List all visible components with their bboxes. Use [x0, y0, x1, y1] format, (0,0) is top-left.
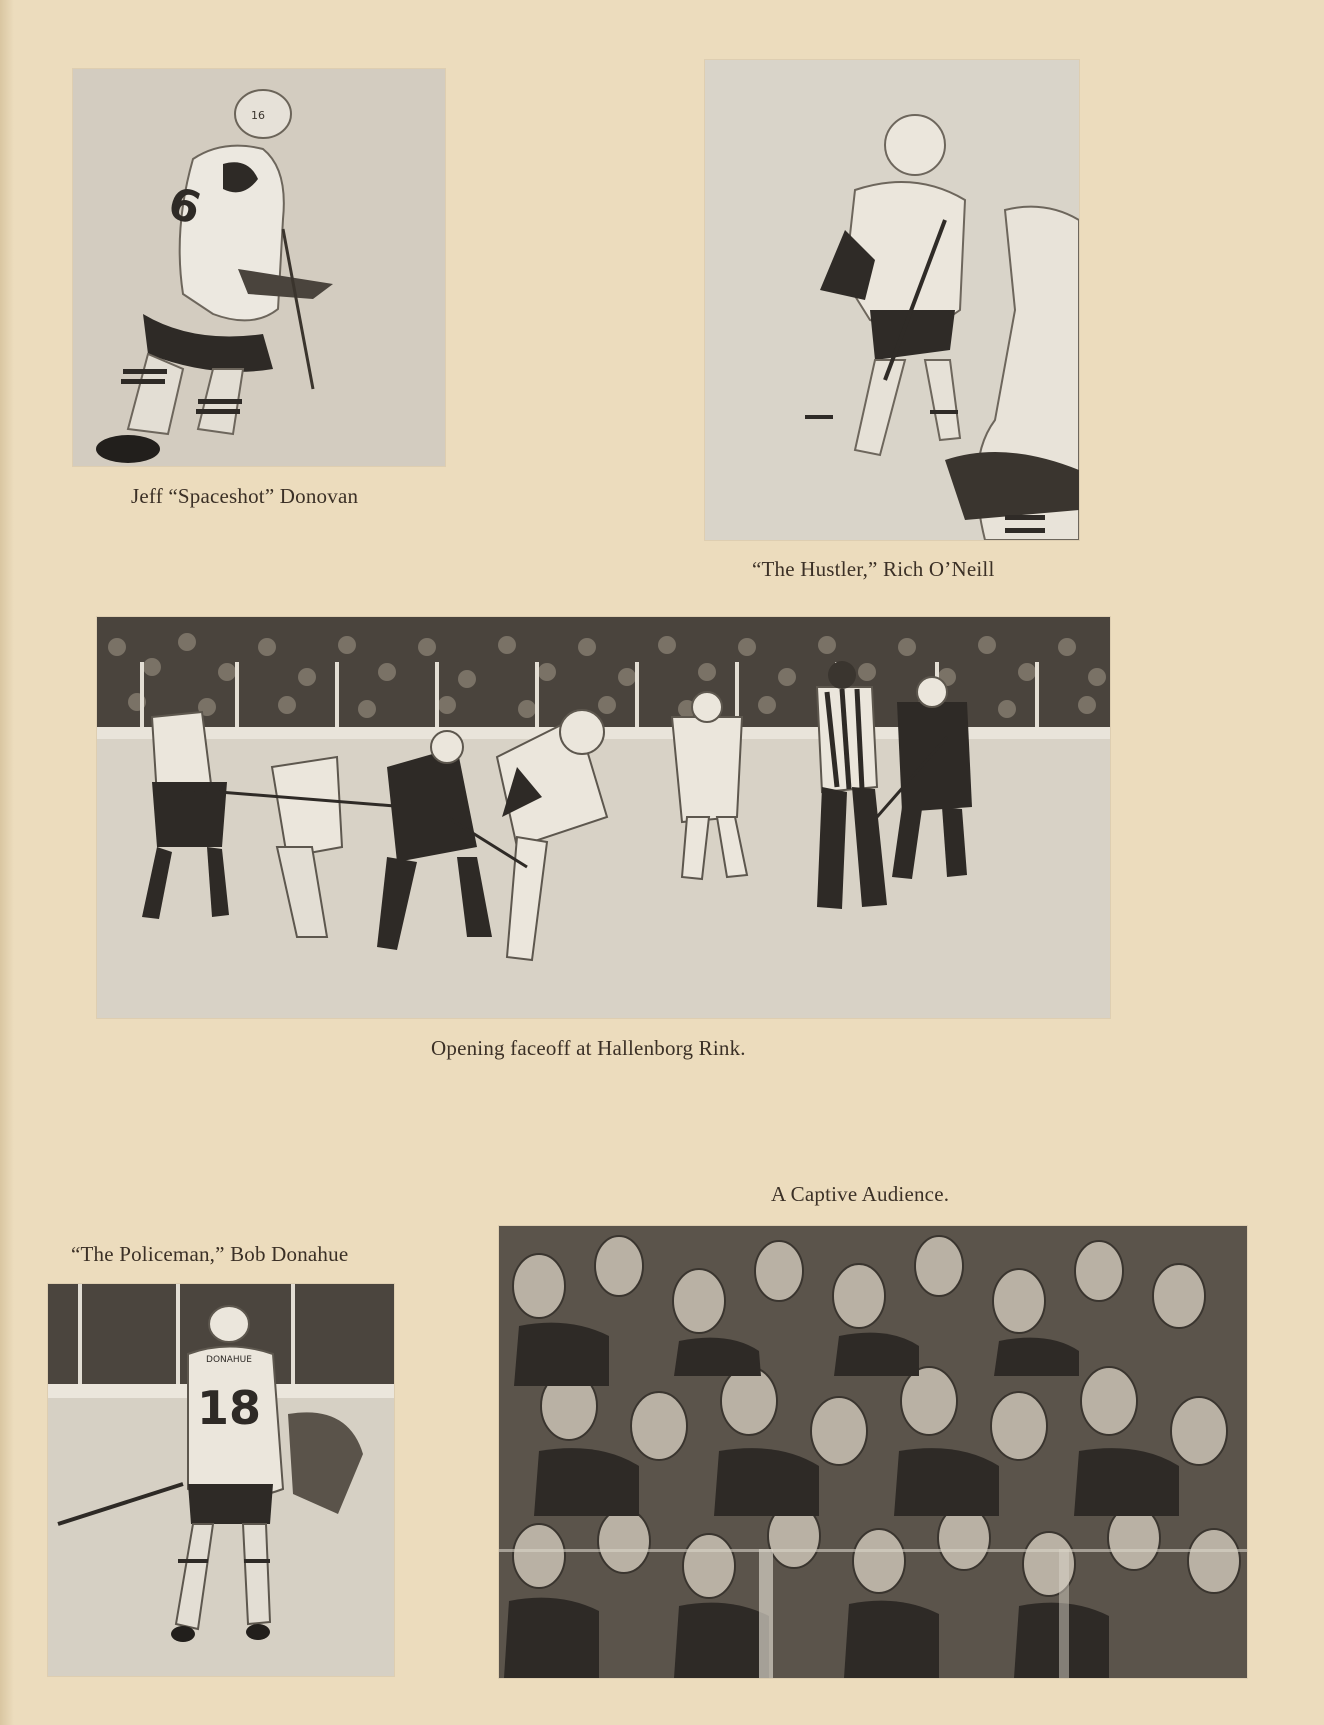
caption-oneill: “The Hustler,” Rich O’Neill: [752, 557, 995, 581]
helmet-number: 16: [251, 109, 265, 122]
nameplate-text: DONAHUE: [206, 1355, 252, 1365]
sleeve-number: 6: [162, 177, 207, 236]
photo-donahue: [48, 1284, 394, 1676]
caption-donahue: “The Policeman,” Bob Donahue: [71, 1242, 349, 1266]
caption-audience: A Captive Audience.: [771, 1182, 950, 1206]
back-number: 18: [196, 1381, 262, 1435]
caption-faceoff: Opening faceoff at Hallenborg Rink.: [431, 1036, 746, 1060]
caption-donovan: Jeff “Spaceshot” Donovan: [131, 484, 359, 508]
photo-oneill: [705, 60, 1079, 540]
photo-faceoff: [97, 617, 1110, 1018]
page-binding-edge: [0, 0, 14, 1725]
photo-audience: [499, 1226, 1247, 1678]
photo-donovan: [73, 69, 445, 466]
